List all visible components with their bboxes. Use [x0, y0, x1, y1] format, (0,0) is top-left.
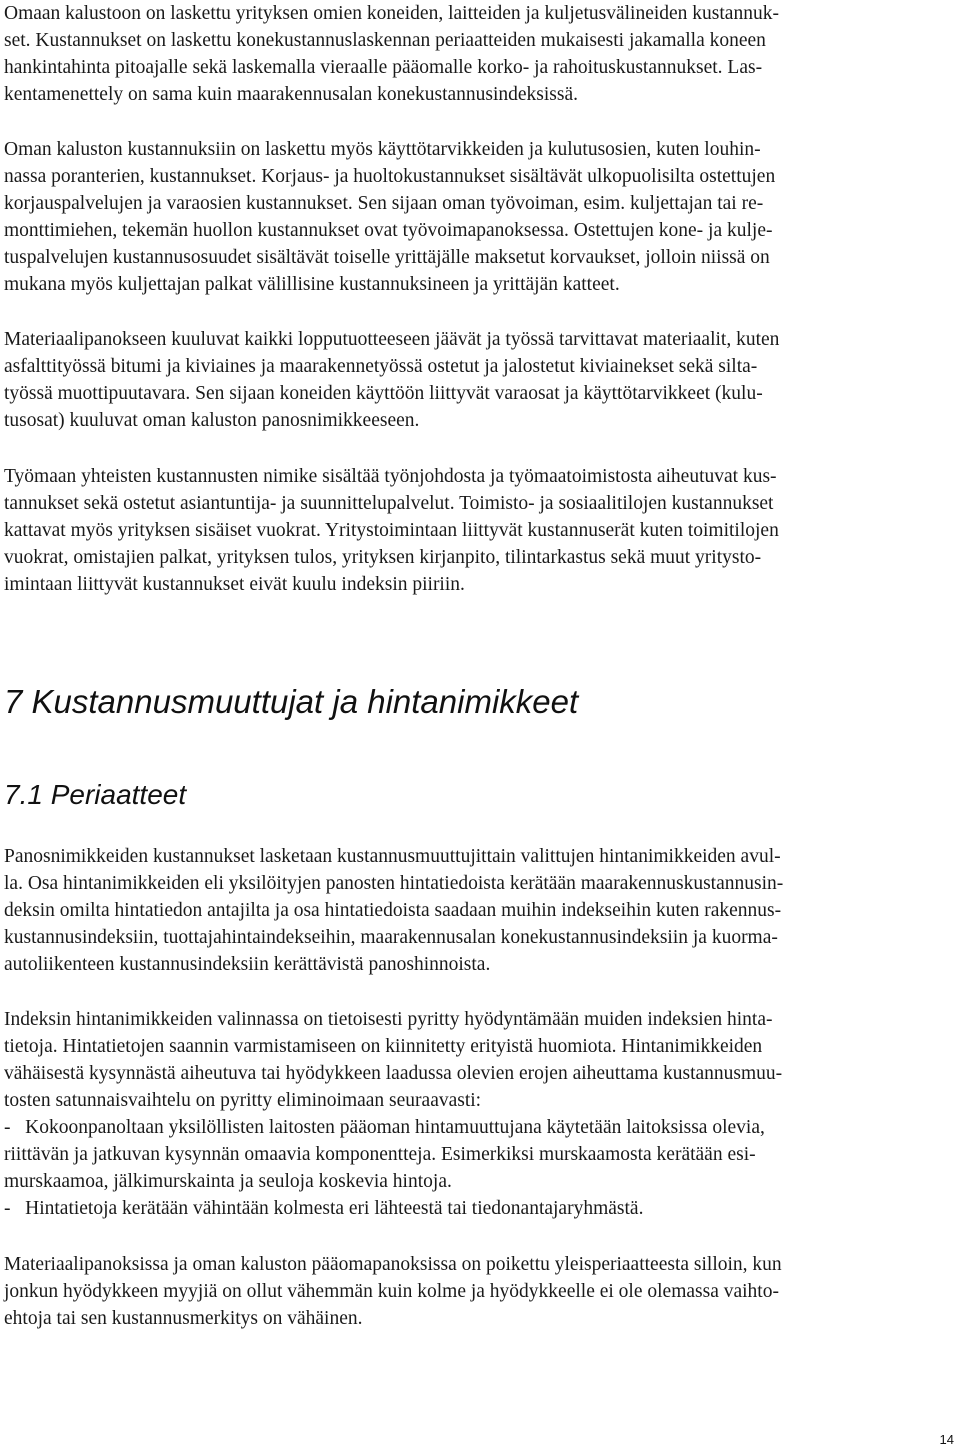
list-item-line: murskaamoa, jälkimurskainta ja seuloja koskevia hintoja.	[4, 1171, 452, 1192]
paragraph-line: set. Kustannukset on laskettu konekustannuslaskennan periaatteiden mukaisesti jakamalla koneen	[4, 30, 766, 51]
paragraph-line: Omaan kalustoon on laskettu yrityksen omien koneiden, laitteiden ja kuljetusvälineiden kustannuk-	[4, 3, 779, 24]
paragraph-line: kentamenettely on sama kuin maarakennusalan konekustannusindeksissä.	[4, 84, 579, 105]
paragraph-line: Materiaalipanokseen kuuluvat kaikki lopputuotteeseen jäävät ja työssä tarvittavat materiaalit, kuten	[4, 329, 780, 350]
paragraph-line: Oman kaluston kustannuksiin on laskettu myös käyttötarvikkeiden ja kulutusosien, kuten louhin-	[4, 139, 761, 160]
paragraph-line: kustannusindeksiin, tuottajahintaindekseihin, maarakennusalan konekustannusindeksiin ja kuorma-	[4, 927, 778, 948]
section-heading: 7 Kustannusmuuttujat ja hintanimikkeet	[4, 683, 579, 720]
paragraph-line: tietoja. Hintatietojen saannin varmistamiseen on kiinnitetty erityistä huomiota. Hintanimikkeiden	[4, 1036, 763, 1057]
paragraph-line: työssä muottipuutavara. Sen sijaan koneiden käyttöön liittyvät varaosat ja käyttötarvikkeet (kulu-	[4, 383, 763, 404]
paragraph-line: korjauspalvelujen ja varaosien kustannukset. Sen sijaan oman työvoiman, esim. kuljettajan tai re-	[4, 193, 764, 214]
paragraph-line: Indeksin hintanimikkeiden valinnassa on tietoisesti pyritty hyödyntämään muiden indeksien hinta-	[4, 1009, 773, 1030]
paragraph-line: ehtoja tai sen kustannusmerkitys on vähäinen.	[4, 1308, 363, 1329]
list-item-line: riittävän ja jatkuvan kysynnän omaavia komponentteja. Esimerkiksi murskaamosta kerätään esi-	[4, 1144, 756, 1165]
paragraph-line: jonkun hyödykkeen myyjiä on ollut vähemmän kuin kolme ja hyödykkeelle ei ole olemassa vaihto-	[4, 1281, 779, 1302]
paragraph-line: Panosnimikkeiden kustannukset lasketaan kustannusmuuttujittain valittujen hintanimikkeiden avul-	[4, 846, 781, 867]
paragraph-line: autoliikenteen kustannusindeksiin kerättävistä panoshinnoista.	[4, 954, 491, 975]
list-item-line: - Kokoonpanoltaan yksilöllisten laitosten pääoman hintamuuttujana käytetään laitoksissa olevia,	[4, 1117, 765, 1138]
paragraph-line: asfalttityössä bitumi ja kiviaines ja maarakennetyössä ostetut ja jalostetut kiviainekset sekä silta-	[4, 356, 758, 377]
paragraph-line: monttimiehen, tekemän huollon kustannukset ovat työvoimapanoksessa. Ostettujen kone- ja kulje-	[4, 220, 773, 241]
paragraph-line: la. Osa hintanimikkeiden eli yksilöityjen panosten hintatiedoista kerätään maarakennuskustannusin-	[4, 873, 784, 894]
paragraph-line: Työmaan yhteisten kustannusten nimike sisältää työnjohdosta ja työmaatoimistosta aiheutuvat kus-	[4, 466, 777, 487]
list-item-line: - Hintatietoja kerätään vähintään kolmesta eri lähteestä tai tiedonantajaryhmästä.	[4, 1198, 644, 1219]
paragraph-line: mukana myös kuljettajan palkat välillisine kustannuksineen ja yrittäjän katteet.	[4, 274, 620, 295]
paragraph-line: kattavat myös yrityksen sisäiset vuokrat. Yritystoimintaan liittyvät kustannuserät kuten toimitilojen	[4, 520, 779, 541]
paragraph-line: tusosat) kuuluvat oman kaluston panosnimikkeeseen.	[4, 410, 420, 431]
paragraph-line: nassa poranterien, kustannukset. Korjaus- ja huoltokustannukset sisältävät ulkopuolisilta ostettujen	[4, 166, 776, 187]
page-number: 14	[939, 1432, 954, 1447]
paragraph-line: deksin omilta hintatiedon antajilta ja osa hintatiedoista saadaan muihin indekseihin kuten rakennus-	[4, 900, 782, 921]
paragraph-line: tosten satunnaisvaihtelu on pyritty eliminoimaan seuraavasti:	[4, 1090, 482, 1111]
paragraph-line: tuspalvelujen kustannusosuudet sisältävät toiselle yrittäjälle maksetut korvaukset, jolloin niissä on	[4, 247, 770, 268]
paragraph-line: vuokrat, omistajien palkat, yrityksen tulos, yrityksen kirjanpito, tilintarkastus sekä muut yritysto-	[4, 547, 762, 568]
paragraph-line: tannukset sekä ostetut asiantuntija- ja suunnittelupalvelut. Toimisto- ja sosiaalitilojen kustannukset	[4, 493, 774, 514]
paragraph-line: hankintahinta pitoajalle sekä laskemalla vieraalle pääomalle korko- ja rahoituskustannukset. Las-	[4, 57, 763, 78]
paragraph-line: imintaan liittyvät kustannukset eivät kuulu indeksin piiriin.	[4, 574, 465, 595]
paragraph-line: vähäisestä kysynnästä aiheutuva tai hyödykkeen laadussa olevien erojen aiheuttama kustannusmuu-	[4, 1063, 783, 1084]
subsection-heading: 7.1 Periaatteet	[4, 779, 187, 810]
paragraph-line: Materiaalipanoksissa ja oman kaluston pääomapanoksissa on poikettu yleisperiaatteesta silloin, kun	[4, 1254, 782, 1275]
